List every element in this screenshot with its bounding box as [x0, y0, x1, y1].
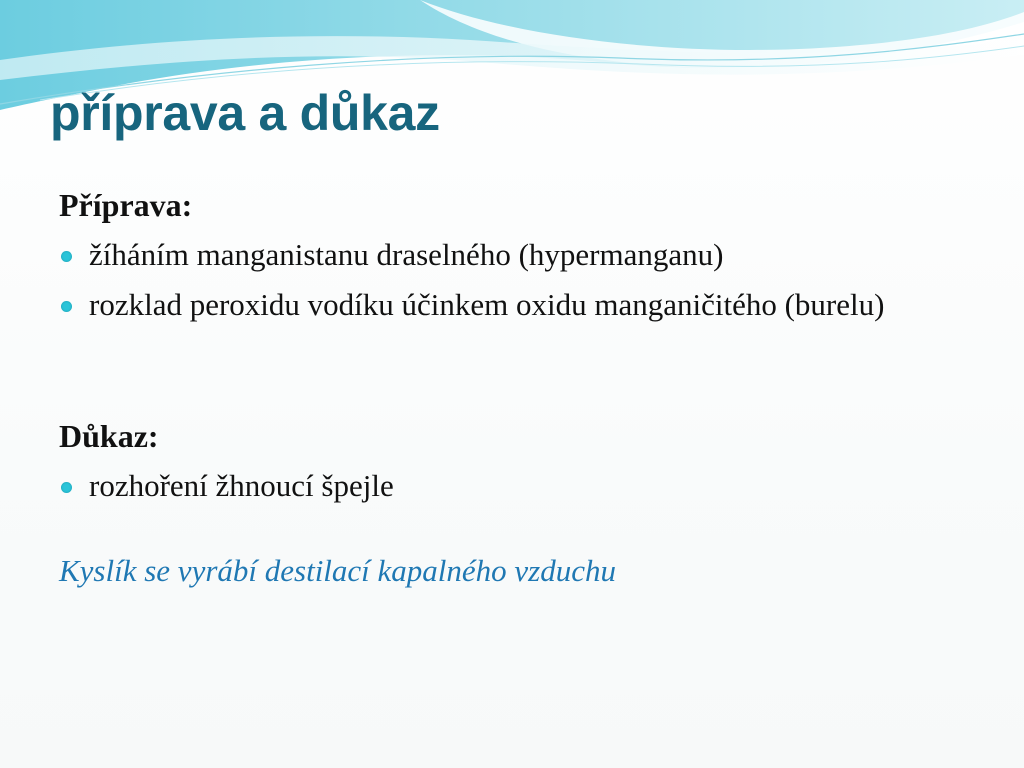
bullet-icon: [61, 482, 72, 493]
footnote-italic: Kyslík se vyrábí destilací kapalného vzduchu: [59, 553, 617, 589]
list-item-text: žíháním manganistanu draselného (hypermanganu): [89, 237, 724, 273]
priprava-list: [59, 236, 959, 322]
section-heading-priprava: Příprava:: [59, 187, 193, 223]
bullet-icon: [61, 301, 72, 312]
list-item: [59, 236, 959, 273]
list-item: [59, 467, 959, 504]
bullet-icon: [61, 251, 72, 262]
list-item: [59, 286, 959, 323]
slide-content: [59, 186, 959, 590]
section-heading-dukaz: Důkaz:: [59, 417, 159, 454]
dukaz-list: [59, 467, 959, 504]
list-item-text: rozklad peroxidu vodíku účinkem oxidu manganičitého (burelu): [89, 286, 885, 322]
slide-title: příprava a důkaz: [50, 85, 440, 141]
list-item-text: rozhoření žhnoucí špejle: [89, 468, 394, 504]
